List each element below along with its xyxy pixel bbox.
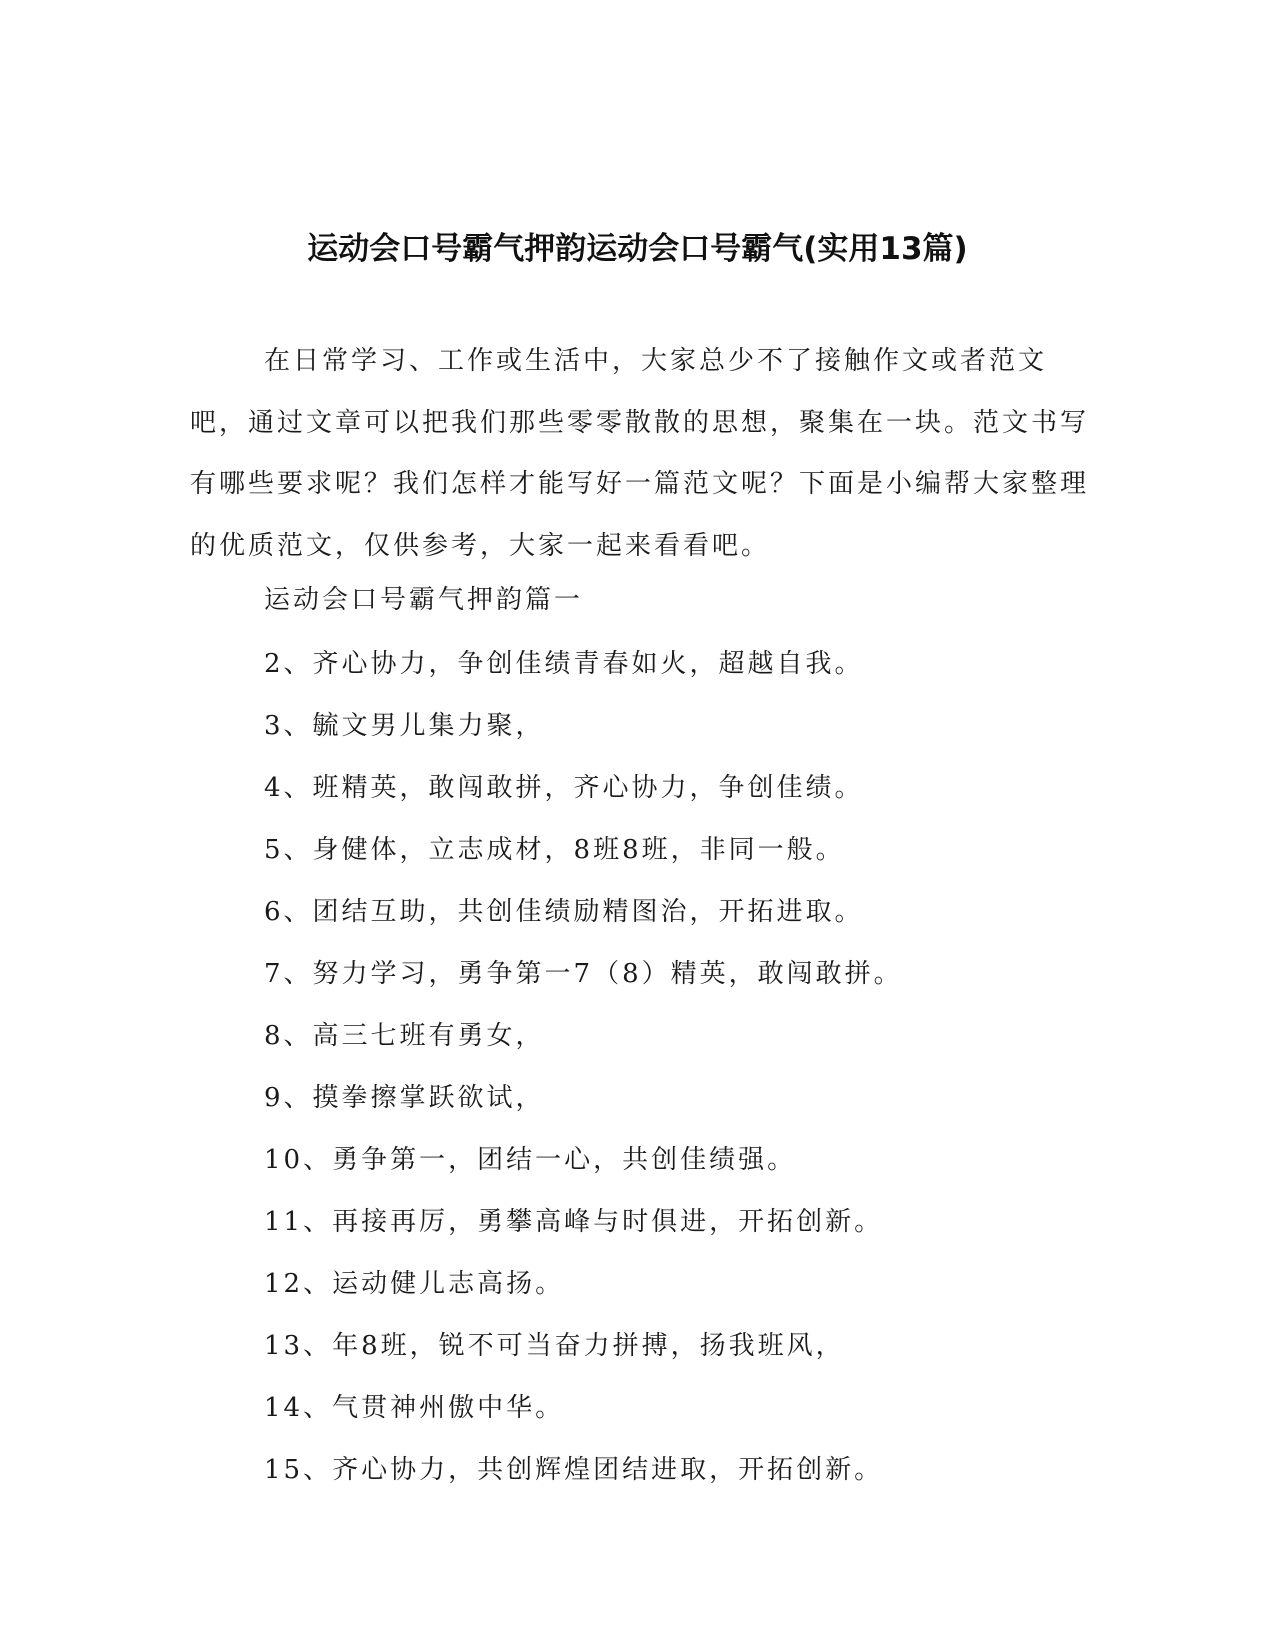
- slogan-item: 15、齐心协力，共创辉煌团结进取，开拓创新。: [264, 1455, 884, 1485]
- slogan-item: 2、齐心协力，争创佳绩青春如火，超越自我。: [264, 649, 864, 679]
- slogan-item: 8、高三七班有勇女，: [264, 1021, 545, 1051]
- slogan-item: 3、毓文男儿集力聚，: [264, 711, 545, 741]
- slogan-item: 4、班精英，敢闯敢拼，齐心协力，争创佳绩。: [264, 773, 864, 803]
- slogan-item: 11、再接再厉，勇攀高峰与时俱进，开拓创新。: [264, 1207, 884, 1237]
- slogan-item: 6、团结互助，共创佳绩励精图治，开拓进取。: [264, 897, 864, 927]
- slogan-list: [264, 644, 903, 1512]
- slogan-item: 10、勇争第一，团结一心，共创佳绩强。: [264, 1145, 797, 1175]
- slogan-item: 12、运动健儿志高扬。: [264, 1269, 565, 1299]
- section-heading: 运动会口号霸气押韵篇一: [264, 585, 584, 615]
- slogan-item: 9、摸拳擦掌跃欲试，: [264, 1083, 545, 1113]
- slogan-item: 5、身健体，立志成材，8班8班，非同一般。: [264, 835, 845, 865]
- slogan-item: 7、努力学习，勇争第一7（8）精英，敢闯敢拼。: [264, 959, 903, 989]
- document-title: 运动会口号霸气押韵运动会口号霸气(实用13篇): [307, 230, 968, 267]
- slogan-item: 14、气贯神州傲中华。: [264, 1393, 565, 1423]
- intro-paragraph: 在日常学习、工作或生活中，大家总少不了接触作文或者范文吧，通过文章可以把我们那些零零散散的思想，聚集在一块。范文书写有哪些要求呢？我们怎样才能写好一篇范文呢？下面是小编帮大家整理的优质范文，仅供参考，大家一起来看看吧。: [190, 346, 1090, 561]
- slogan-item: 13、年8班，锐不可当奋力拼搏，扬我班风，: [264, 1331, 845, 1361]
